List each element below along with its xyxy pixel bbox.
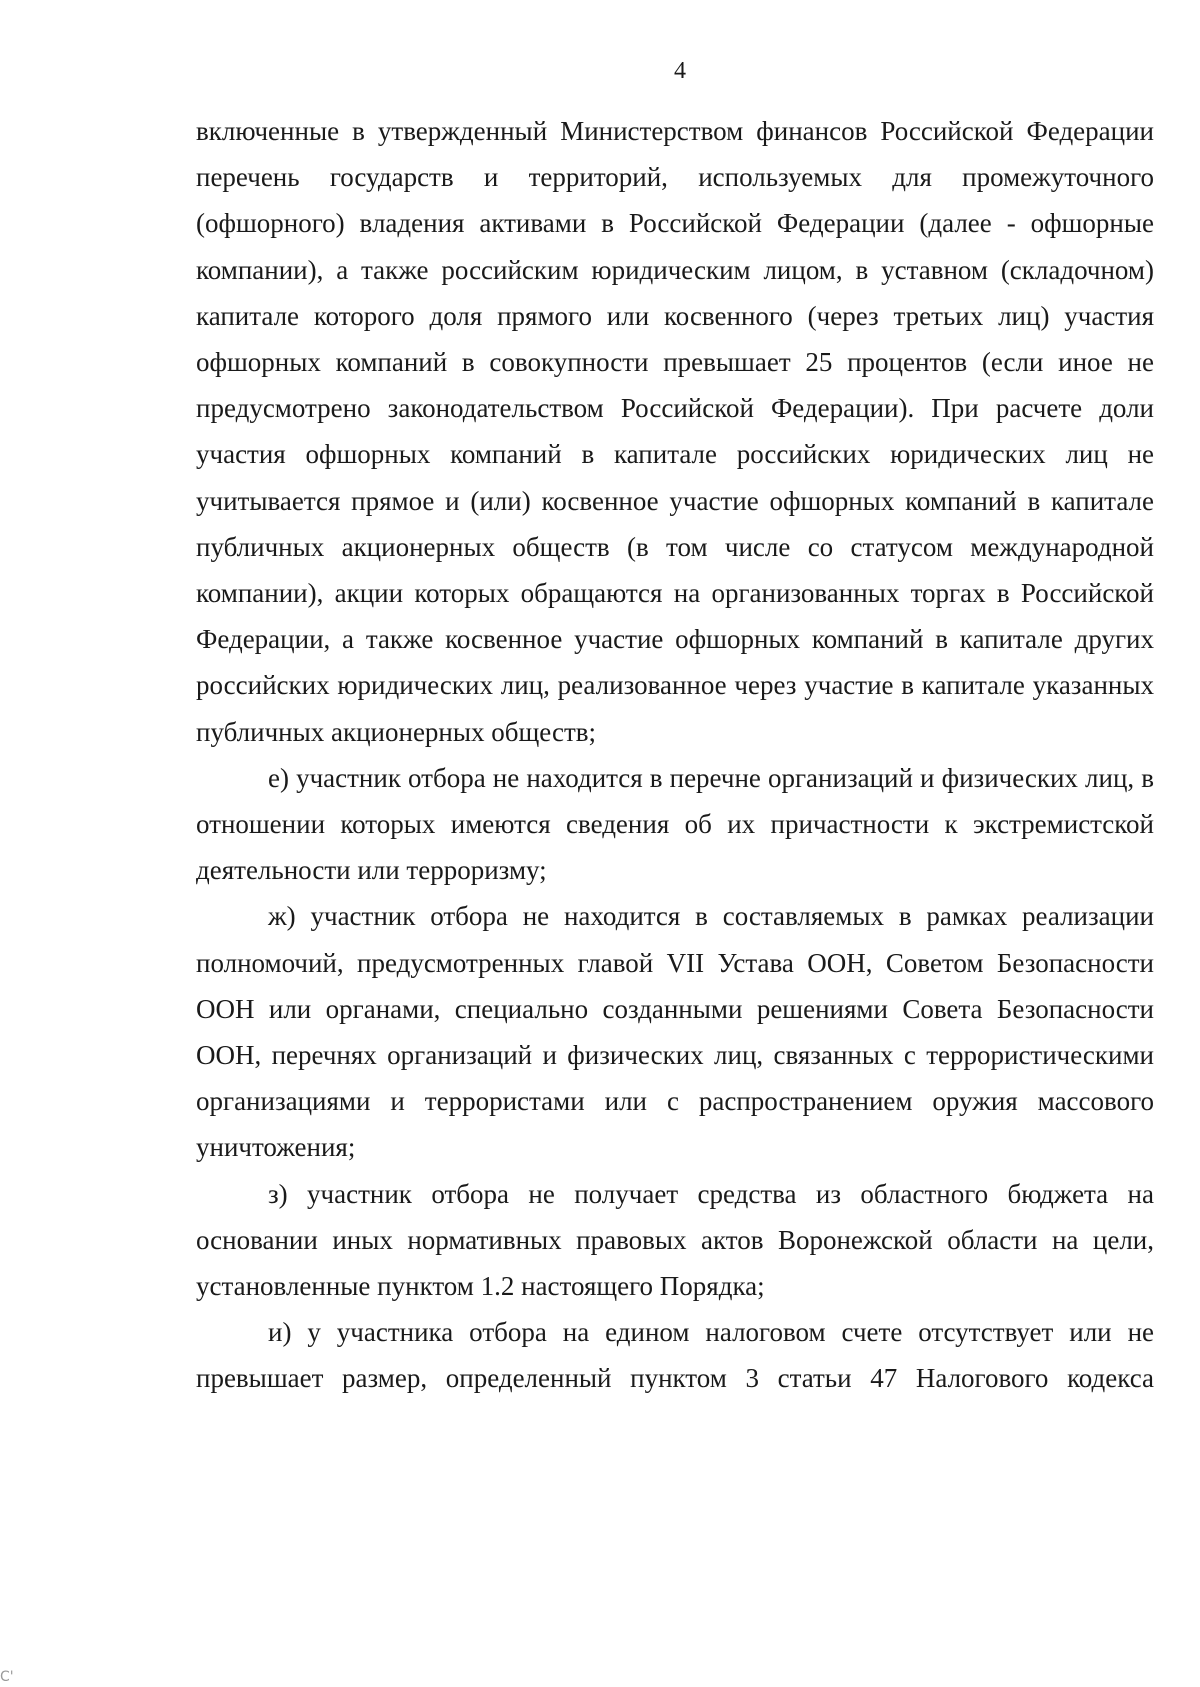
paragraph-item-zh: ж) участник отбора не находится в составляемых в рамках реализации полномочий, предусмотренных главой VII Устава ООН, Советом Безопасности ООН или органами, специально созданными решениями Совета Безопасности ООН, перечнях организаций и физических лиц, связанных с террористическими организациями и террористами или с распространением оружия массового уничтожения; [196, 901, 1154, 1163]
paragraph-item-z: з) участник отбора не получает средства из областного бюджета на основании иных нормативных правовых актов Воронежской области на цели, установленные пунктом 1.2 настоящего Порядка; [196, 1178, 1154, 1302]
scan-edge-mark: С' [0, 1669, 14, 1685]
page-number: 4 [674, 58, 686, 84]
paragraph-item-e: е) участник отбора не находится в перечне организаций и физических лиц, в отношении которых имеются сведения об их причастности к экстремистской деятельности или терроризму; [196, 762, 1154, 886]
paragraph-continuation: включенные в утвержденный Министерством финансов Российской Федерации перечень государств и территорий, используемых для промежуточного (офшорного) владения активами в Российской Федерации (далее - офшорные компании), а также российским юридическим лицом, в уставном (складочном) капитале которого доля прямого или косвенного (через третьих лиц) участия офшорных компаний в совокупности превышает 25 процентов (если иное не предусмотрено законодательством Российской Федерации). При расчете доли участия офшорных компаний в капитале российских юридических лиц не учитывается прямое и (или) косвенное участие офшорных компаний в капитале публичных акционерных обществ (в том числе со статусом международной компании), акции которых обращаются на организованных торгах в Российской Федерации, а также косвенное участие офшорных компаний в капитале других российских юридических лиц, реализованное через участие в капитале указанных публичных акционерных обществ; [196, 116, 1154, 747]
document-body [196, 108, 1154, 1402]
paragraph-item-i: и) у участника отбора на едином налоговом счете отсутствует или не превышает размер, определенный пунктом 3 статьи 47 Налогового кодекса [196, 1317, 1154, 1394]
